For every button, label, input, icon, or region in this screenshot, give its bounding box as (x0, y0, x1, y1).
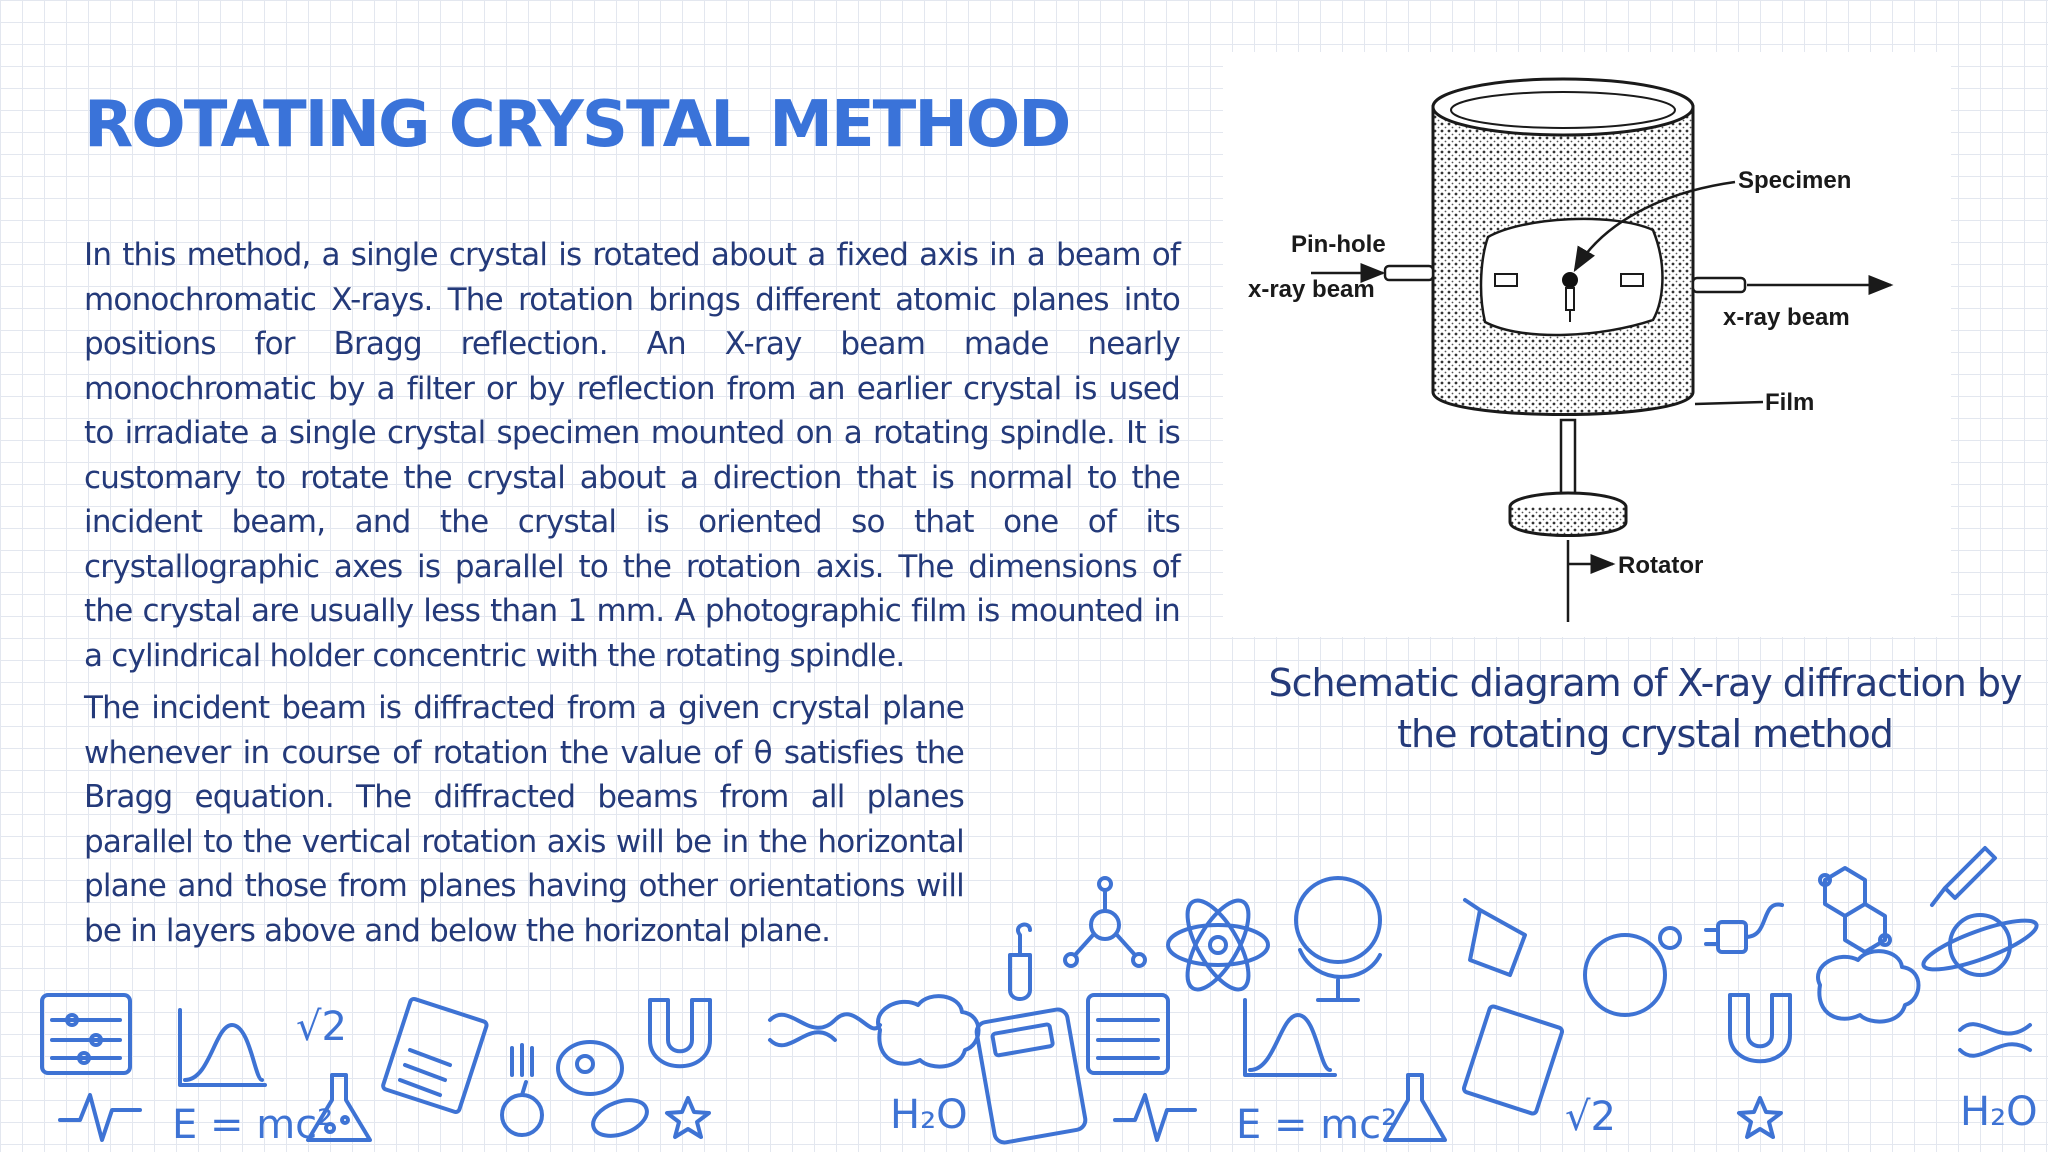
earth-icon (1585, 928, 1680, 1015)
abacus-icon (1088, 995, 1168, 1073)
heartbeat-icon (1115, 1095, 1195, 1140)
bacteria-icon (558, 1042, 652, 1143)
flask-icon (308, 1075, 370, 1140)
plug-icon (1706, 905, 1782, 952)
body-paragraph-2: The incident beam is diffracted from a given crystal plane whenever in course of rotation the value of θ satisfies the Bragg equation. The diffracted beams from all planes parallel to the vertical rotation axis will be in the horizontal plane and those from planes having other orientations will be in layers above and below the horizontal plane. (84, 690, 964, 949)
globe-icon (1296, 878, 1380, 1000)
flask-icon (1385, 1075, 1445, 1140)
label-rotator: Rotator (1618, 552, 1704, 579)
rotating-crystal-diagram (1223, 52, 1951, 637)
brain-icon (1818, 951, 1918, 1021)
notebook-icon (382, 998, 487, 1113)
brain-icon (878, 996, 978, 1066)
magnet-icon (1730, 995, 1790, 1061)
molecule-icon (1065, 878, 1145, 966)
abacus-icon (42, 995, 130, 1073)
slide-title: ROTATING CRYSTAL METHOD (84, 88, 1070, 162)
label-xray-in: x-ray beam (1248, 276, 1375, 303)
formula-water: H₂O (890, 1092, 968, 1138)
dna-icon (1960, 1024, 2030, 1056)
label-specimen: Specimen (1738, 167, 1852, 194)
hexagon-molecule-icon (1820, 868, 1890, 952)
notebook-icon (1463, 1005, 1563, 1114)
film-cylinder (1433, 79, 1693, 415)
apple-icon (502, 1045, 542, 1135)
label-xray-out: x-ray beam (1723, 304, 1850, 331)
star-icon (667, 1098, 709, 1137)
body-paragraph-1: In this method, a single crystal is rotated about a fixed axis in a beam of monochromatic X-rays. The rotation brings different atomic planes into positions for Bragg reflection. An X-ray beam made nearly monochromatic by a filter or by reflection from an earlier crystal is used to irradiate a single crystal specimen mounted on a rotating spindle. It is customary to rotate the crystal about a direction that is normal to the incident beam, and the crystal is oriented so that one of its crystallographic axes is parallel to the rotation axis. The dimensions of the crystal are usually less than 1 mm. A photographic film is mounted in a cylindrical holder concentric with the rotating spindle. (84, 237, 1180, 674)
atom-icon (1168, 892, 1268, 999)
bell-curve-icon (1245, 1000, 1335, 1075)
heartbeat-icon (60, 1095, 140, 1140)
dropper-icon (1932, 848, 1995, 905)
formula-root: √2 (1565, 1094, 1616, 1140)
formula-root: √2 (296, 1004, 347, 1050)
formula-water: H₂O (1960, 1089, 2038, 1135)
saturn-icon (1919, 911, 2041, 978)
dna-icon (770, 1014, 880, 1045)
bell-curve-icon (180, 1010, 265, 1085)
formula-energy: E = mc² (1236, 1102, 1398, 1148)
label-pinhole: Pin-hole (1291, 231, 1386, 258)
rotator-spindle (1510, 420, 1626, 622)
figure-caption: Schematic diagram of X-ray diffraction by the rotating crystal method (1268, 661, 2022, 756)
magnet-icon (650, 1000, 710, 1066)
formula-energy: E = mc² (172, 1102, 334, 1148)
test-tube-icon (1010, 925, 1030, 999)
label-film: Film (1765, 389, 1815, 416)
star-icon (1739, 1098, 1781, 1137)
calculator-icon (975, 1008, 1087, 1144)
rocket-icon (1465, 900, 1525, 975)
